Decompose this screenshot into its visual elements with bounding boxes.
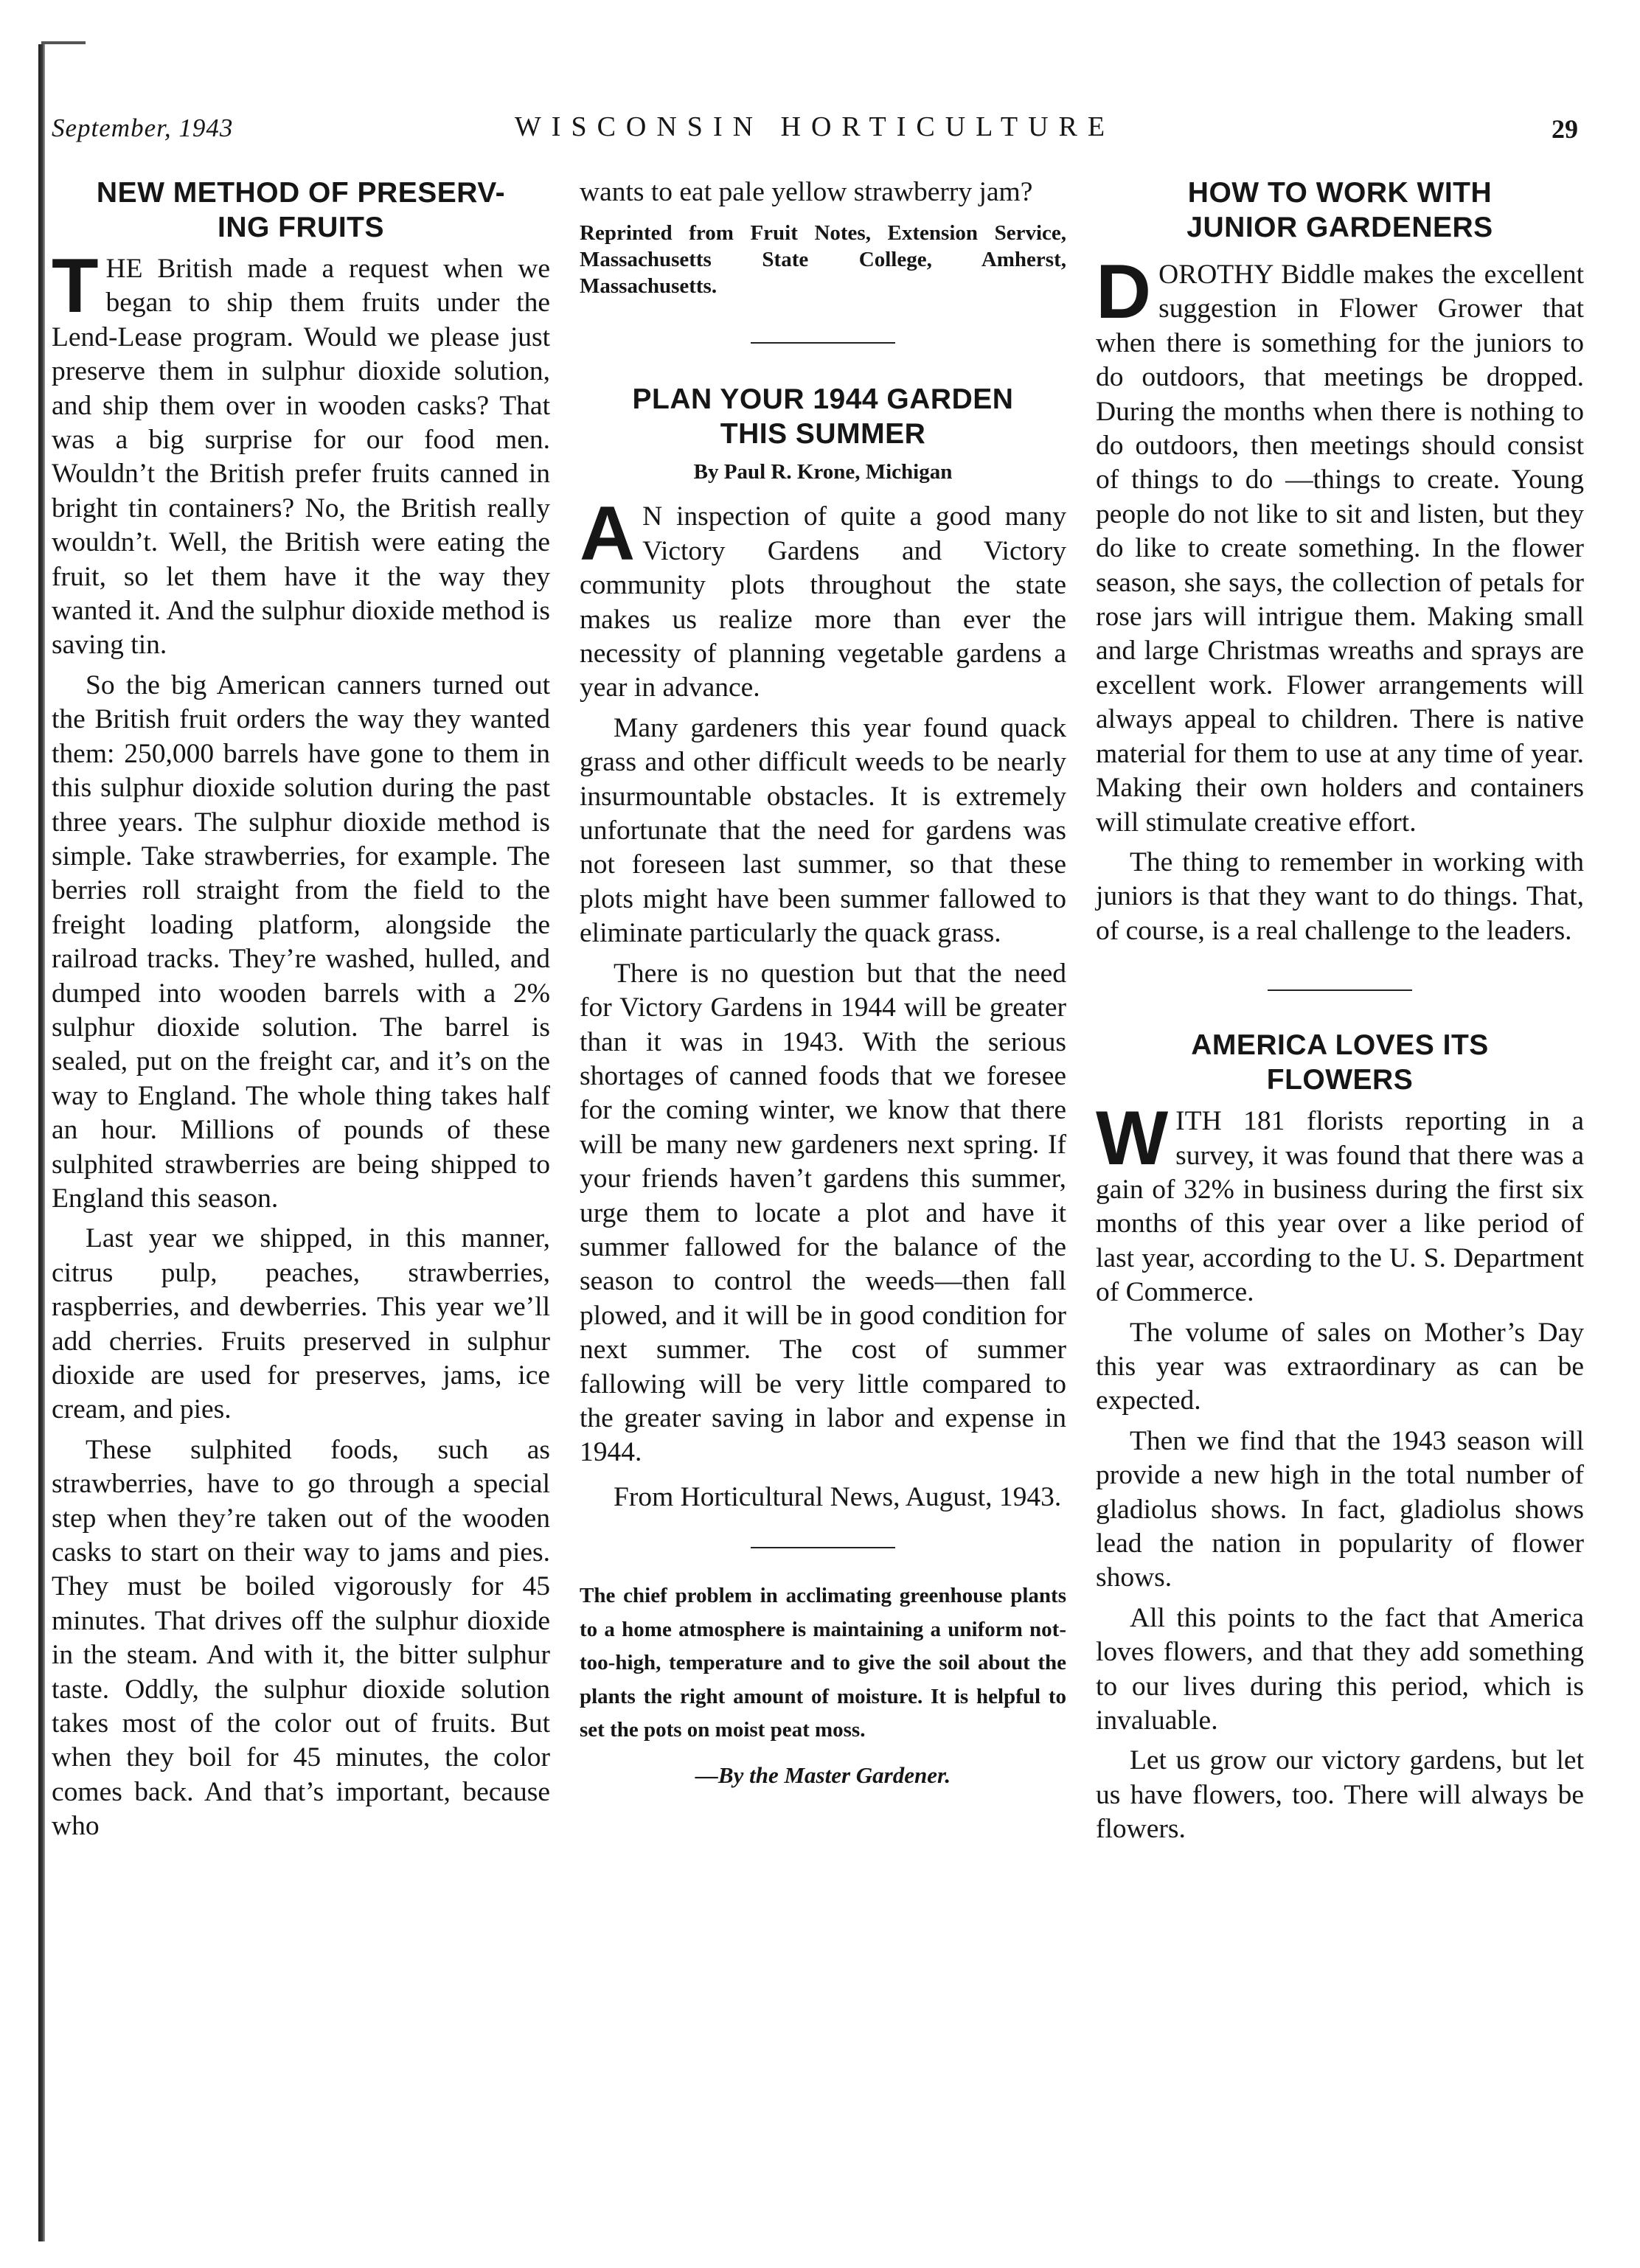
article-preserving-fruits-paragraph: So the big American canners turned out the British fruit orders the way they wanted them: 250,000 barrels have gone to them in this sulphur dioxide solution during the past three years. The sulphur dioxide method is simple. Take strawberries, for example. The berries roll straight from the field to the freight loading platform, alongside the railroad tracks. They’re washed, hulled, and dumped into wooden barrels with a 2% sulphur dioxide solution. The barrel is sealed, put on the freight car, and it’s on the way to England. The whole thing takes half an hour. Millions of pounds of these sulphited strawberries are being shipped to England this season. xyxy=(52,669,550,1214)
scan-binding-edge xyxy=(38,44,45,2241)
column-2 xyxy=(580,175,1066,1790)
article-preserving-fruits-paragraph-continued: wants to eat pale yellow strawberry jam? xyxy=(580,177,1033,207)
section-divider xyxy=(751,342,895,344)
article-plan-garden-paragraph: There is no question but that the need for Victory Gardens in 1944 will be greater than it was in 1943. With the serious shortages of canned foods that we foresee for the coming winter, we know that there will be many new gardeners next spring. If your friends haven’t gardens this summer, urge them to locate a plot and have it summer fallowed for the balance of the season to control the weeds—then fall plowed, and it will be in good condition for next summer. The cost of summer fallowing will be very little compared to the greater saving in labor and expense in 1944. xyxy=(580,958,1066,1468)
article-plan-garden-paragraph: A N inspection of quite a good many Victory Gardens and Victory community plots throughout the state makes us realize more than ever the necessity of planning vegetable gardens a year in advance. xyxy=(580,491,1066,703)
drop-cap: W xyxy=(1096,1096,1169,1182)
article-byline: By Paul R. Krone, Michigan xyxy=(693,460,953,484)
article-america-flowers-paragraph: All this points to the fact that America loves flowers, and that they add something to our lives during this period, which is invaluable. xyxy=(1096,1602,1584,1736)
article-preserving-fruits-paragraph: These sulphited foods, such as strawberries, have to go through a special step when they’re taken out of the wooden casks to start on their way to jams and pies. They must be boiled vigorously for 45 minutes. That drives off the sulphur dioxide in the steam. And with it, the bitter sulphur taste. Oddly, the sulphur dioxide solution takes most of the color out of fruits. But when they boil for 45 minutes, the color comes back. And that’s important, because who xyxy=(52,1434,550,1842)
page-number: 29 xyxy=(1552,114,1578,144)
article-junior-gardeners-paragraph: The thing to remember in working with juniors is that they want to do things. That, of course, is a real challenge to the leaders. xyxy=(1096,846,1584,946)
magazine-title: WISCONSIN HORTICULTURE xyxy=(514,111,1116,142)
reprint-credit: Reprinted from Fruit Notes, Extension Service, Massachusetts State College, Amherst, Massachusetts. xyxy=(580,221,1066,299)
drop-cap: A xyxy=(580,491,636,577)
master-gardener-note: The chief problem in acclimating greenhouse plants to a home atmosphere is maintaining a uniform not-too-high, temperature and to give the soil about the plants the right amount of moisture. It is helpful to set the pots on moist peat moss. xyxy=(580,1584,1066,1742)
article-america-flowers-paragraph: The volume of sales on Mother’s Day this year was extraordinary as can be expected. xyxy=(1096,1317,1584,1416)
article-preserving-fruits-paragraph: THE British made a request when we began to ship them fruits under the Lend-Lease program. Would we please just preserve them in sulphur dioxide solution, and ship them over in wooden casks? That was a big surprise for our food men. Wouldn’t the British prefer fruits canned in bright tin containers? No, the British really wouldn’t. Well, the British were eating the fruit, so let them have it the way they wanted it. And the sulphur dioxide method is saving tin. xyxy=(52,243,550,661)
column-3 xyxy=(1096,175,1584,1847)
article-america-flowers-paragraph: Let us grow our victory gardens, but let us have flowers, too. There will always be flowers. xyxy=(1096,1745,1584,1845)
note-signoff: —By the Master Gardener. xyxy=(695,1761,951,1788)
drop-cap: T xyxy=(52,243,99,329)
article-junior-gardeners-title: HOW TO WORK WITH JUNIOR GARDENERS xyxy=(1186,177,1493,243)
running-header xyxy=(52,111,1578,155)
section-divider xyxy=(1268,989,1412,991)
article-america-flowers-paragraph: Then we find that the 1943 season will provide a new high in the total number of gladiolus shows. In fact, gladiolus shows lead the nation in popularity of flower shows. xyxy=(1096,1425,1584,1593)
article-preserving-fruits-paragraph: Last year we shipped, in this manner, citrus pulp, peaches, strawberries, raspberries, and dewberries. This year we’ll add cherries. Fruits preserved in sulphur dioxide are used for preserves, jams, ice cream, and pies. xyxy=(52,1223,550,1425)
article-america-flowers-title: AMERICA LOVES ITS FLOWERS xyxy=(1191,1029,1489,1096)
article-plan-garden-paragraph: Many gardeners this year found quack grass and other difficult weeds to be nearly insurmountable obstacles. It is extremely unfortunate that the need for gardens was not foreseen last summer, so that these plots might have been summer fallowed to eliminate particularly the quack grass. xyxy=(580,712,1066,949)
article-source-credit: From Horticultural News, August, 1943. xyxy=(614,1481,1062,1512)
article-preserving-fruits-title: NEW METHOD OF PRESERV- ING FRUITS xyxy=(96,177,506,243)
section-divider xyxy=(751,1547,895,1548)
scan-corner-mark xyxy=(41,41,86,44)
article-plan-garden-title: PLAN YOUR 1944 GARDEN THIS SUMMER xyxy=(632,383,1014,451)
article-america-flowers-paragraph: WITH 181 florists reporting in a survey, it was found that there was a gain of 32% in business during the first six months of this year over a like period of last year, according to the U. S. Department of Commerce. xyxy=(1096,1096,1584,1308)
article-junior-gardeners-paragraph: DOROTHY Biddle makes the excellent suggestion in Flower Grower that when there is something for the juniors to do outdoors, that meetings be dropped. During the months when there is nothing to do outdoors, then meetings should consist of things to do —things to create. Young people do not like to sit and listen, but they do like to create something. In the flower season, she says, the collection of petals for rose jars will intrigue them. Making small and large Christmas wreaths and sprays are excellent work. Flower arrangements will always appeal to children. There is native material for them to use at any time of year. Making their own holders and containers will stimulate creative effort. xyxy=(1096,249,1584,838)
column-1 xyxy=(52,175,550,1844)
drop-cap: D xyxy=(1096,249,1152,335)
issue-date: September, 1943 xyxy=(52,114,234,142)
